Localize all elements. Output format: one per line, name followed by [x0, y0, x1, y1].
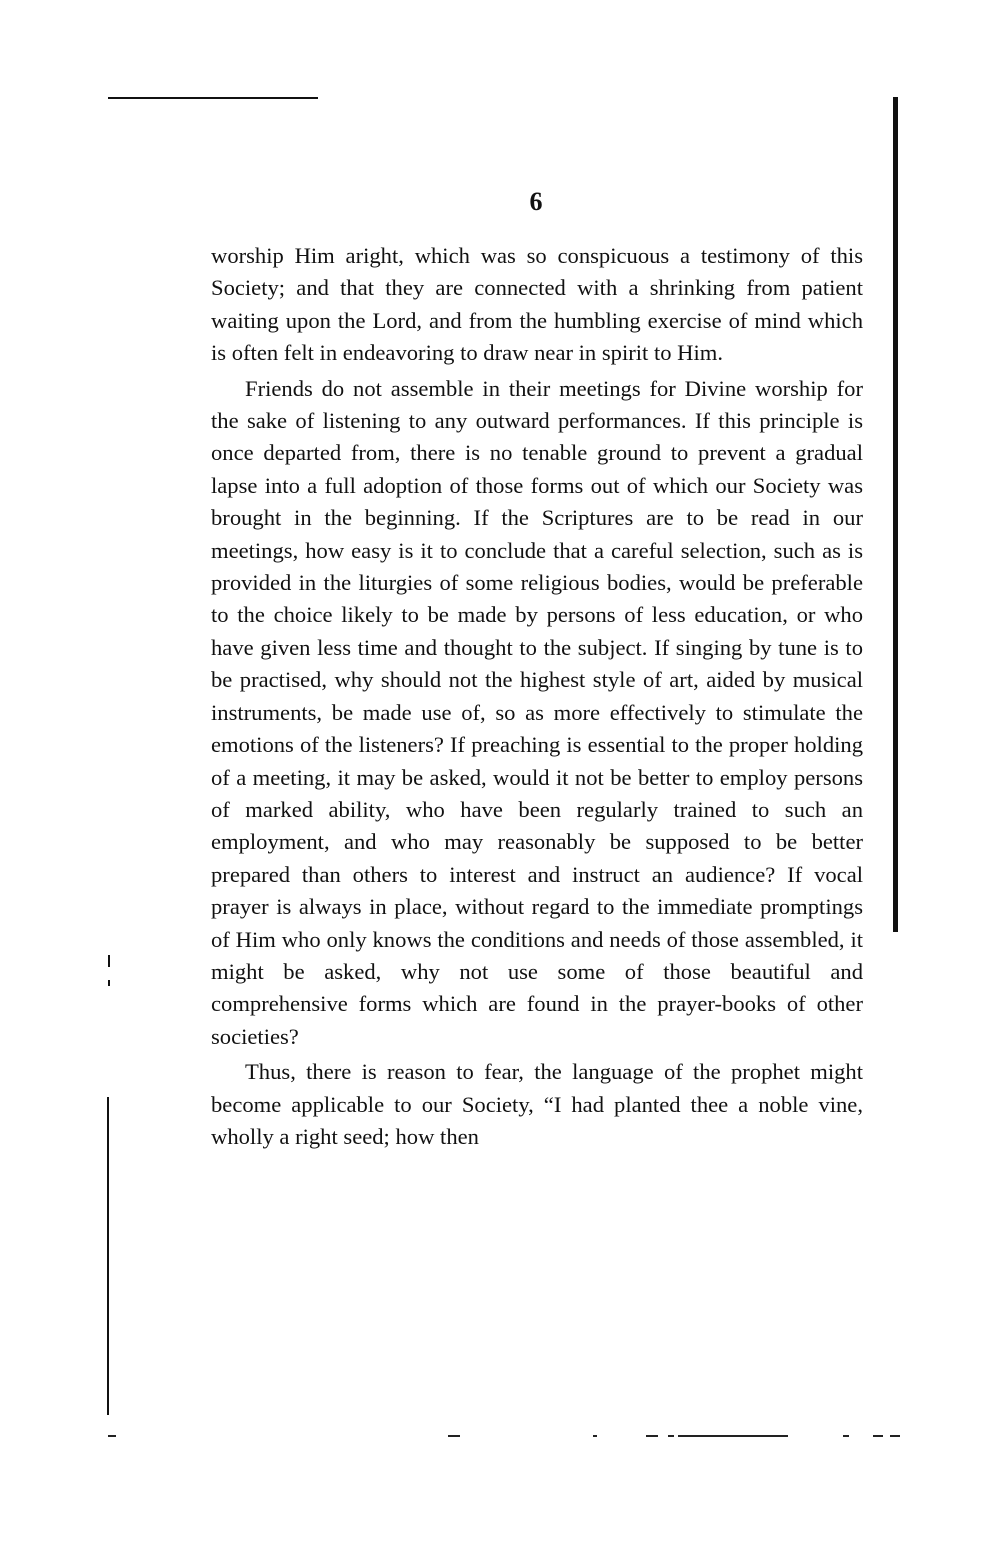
left-margin-bar — [107, 1097, 109, 1415]
bottom-dash-line — [108, 1435, 900, 1437]
paragraph: Thus, there is reason to fear, the language of the prophet might become applicable to our Society, “I had planted thee a noble vine, wholly a right seed; how then — [211, 1059, 863, 1149]
left-margin-tick — [108, 980, 110, 986]
right-margin-tick — [893, 884, 895, 896]
paragraph: worship Him aright, which was so conspicuous a testimony of this Society; and that they are connected with a shrinking from patient waiting upon the Lord, and from the humbling exercise of mind which is often felt in endeavoring to draw near in spirit to Him. — [211, 243, 863, 366]
left-margin-tick — [108, 955, 110, 967]
right-margin-bar — [893, 97, 898, 932]
body-text — [211, 240, 863, 1153]
top-rule-line — [108, 97, 318, 99]
paragraph: Friends do not assemble in their meetings for Divine worship for the sake of listening to any outward performances. If this principle is once departed from, there is no tenable ground to prevent a gradual lapse into a full adoption of those forms out of which our Society was brought in the beginning. If the Scriptures are to be read in our meetings, how easy is it to conclude that a careful selection, such as is provided in the liturgies of some religious bodies, would be preferable to the choice likely to be made by persons of less education, or who have given less time and thought to the subject. If singing by tune is to be practised, why should not the highest style of art, aided by musical instruments, be made use of, so as more effectively to stimulate the emotions of the listeners? If preaching is essential to the proper holding of a meeting, it may be asked, would it not be better to employ persons of marked ability, who have been regularly trained to such an employment, and who may reasonably be supposed to be better prepared than others to interest and instruct an audience? If vocal prayer is always in place, without regard to the immediate promptings of Him who only knows the conditions and needs of those assembled, it might be asked, why not use some of those beautiful and comprehensive forms which are found in the prayer-books of other societies? — [211, 375, 863, 1049]
page-number: 6 — [529, 187, 543, 216]
